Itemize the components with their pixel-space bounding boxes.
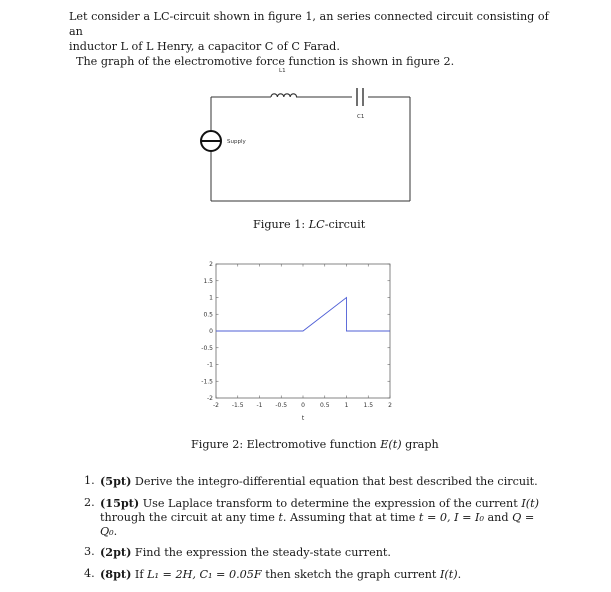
x-tick-label: -0.5 [275,402,288,409]
intro-line-3: The graph of the electromotive force function is shown in figure 2. [76,55,455,68]
question-3: 3. (2pt) Find the expression the steady-state current. [84,545,391,559]
source-label: Supply [227,139,246,145]
question-list [84,474,554,588]
figure-1-caption: Figure 1: LC-circuit [253,218,366,231]
question-2: 2. (15pt) Use Laplace transform to determine the expression of the current I(t) through the circuit at any time t. Assuming that at time t = 0, I = I₀ and Q = Q₀. [84,495,539,538]
y-tick-label: -2 [207,395,213,402]
series-line-e-t [216,298,390,332]
intro-line-1: Let consider a LC-circuit shown in figure 1, an series connected circuit consisting of an [69,10,549,38]
y-tick-label: -1 [207,361,213,369]
y-tick-label: 0.5 [203,311,213,319]
x-tick-label: 1 [344,402,349,409]
y-tick-label: 0 [209,328,213,335]
y-tick-label: -0.5 [201,344,213,352]
x-tick-label: -2 [213,402,219,409]
x-tick-label: 0.5 [319,402,330,409]
x-tick-label: 0 [301,402,305,409]
y-tick-label: 1.5 [203,277,213,285]
capacitor-label: C1 [357,114,365,120]
x-tick-label: 1.5 [363,402,374,409]
x-tick-label: 2 [388,402,392,409]
y-tick-label: 1 [209,294,213,302]
inductor-label: L1 [279,68,286,74]
y-tick-label: 2 [209,261,213,268]
x-axis-label: t [301,415,305,422]
figure-2-caption: Figure 2: Electromotive function E(t) graph [191,438,439,451]
y-tick-label: -1.5 [201,378,213,386]
x-tick-label: -1.5 [231,402,244,409]
question-4: 4. (8pt) If L₁ = 2H, C₁ = 0.05F then sketch the graph current I(t). [84,566,462,581]
x-tick-label: -1 [256,402,263,409]
question-1: 1. (5pt) Derive the integro-differential equation that best described the circuit. [84,474,538,488]
intro-line-2: inductor L of L Henry, a capacitor C of C Farad. [69,40,340,53]
